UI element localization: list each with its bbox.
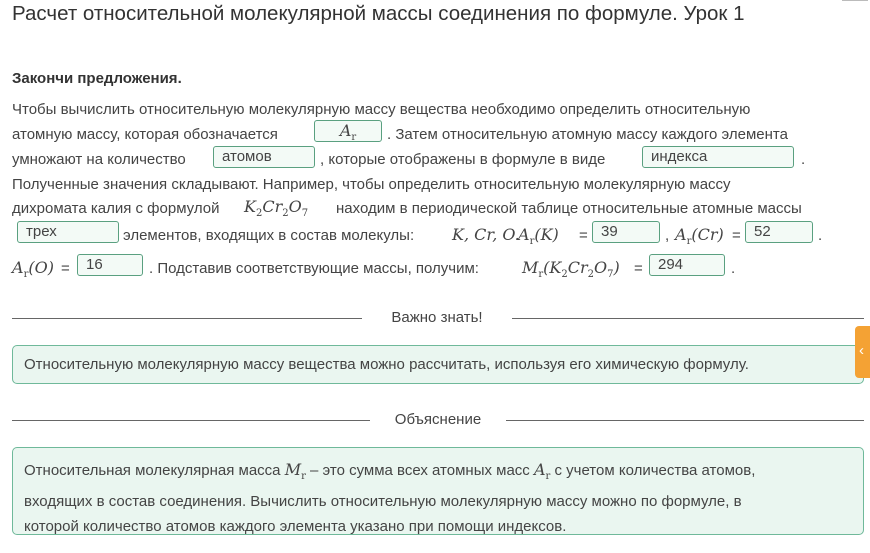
sentence-line: . Подставив соответствующие массы, получим: bbox=[149, 260, 479, 277]
sentence-line: Полученные значения складывают. Например, чтобы определить относительную молекулярную массу bbox=[12, 176, 731, 193]
formula-k2cr2o7: $K_2Cr_2O_7$ bbox=[244, 197, 309, 220]
elements-list: K, Cr, O. bbox=[452, 225, 520, 244]
blank-total-mass[interactable]: 294 bbox=[649, 254, 725, 276]
formula-ar-cr: $A_r(Cr)$ bbox=[675, 225, 724, 248]
equals-sign: = bbox=[61, 260, 70, 277]
important-text: Относительную молекулярную массу вещества можно рассчитать, используя его химическую формулу. bbox=[24, 356, 749, 373]
period: . bbox=[731, 260, 736, 277]
divider-right bbox=[512, 318, 864, 319]
blank-symbol[interactable] bbox=[314, 120, 382, 142]
explanation-card bbox=[12, 447, 864, 535]
sentence-line: атомную массу, которая обозначается bbox=[12, 126, 278, 143]
divider-left bbox=[12, 420, 370, 421]
sentence-line: умножают на количество bbox=[12, 151, 186, 168]
title-divider bbox=[842, 0, 868, 1]
explanation-text: Относительная молекулярная масса $M_r$ – это сумма всех атомных масс $A_r$ с учетом количества атомов, входящих в состав соединения. Вычислить относительную молекулярную массу можно по формуле, в которой количество атомов каждого элемента указано при помощи индексов. bbox=[24, 460, 756, 536]
divider-right bbox=[506, 420, 864, 421]
important-label: Важно знать! bbox=[391, 309, 483, 326]
formula-ar-symbol: $A_r$ bbox=[533, 460, 551, 483]
formula-ar-k: $A_r(K)$ bbox=[518, 225, 559, 248]
blank-symbol-value: $A_r$ bbox=[339, 121, 357, 144]
explanation-label: Объяснение bbox=[394, 411, 482, 428]
formula-mr: $M_r(K_2Cr_2O_7)$ bbox=[522, 258, 620, 281]
blank-index[interactable]: индекса bbox=[642, 146, 794, 168]
blank-three[interactable]: трех bbox=[17, 221, 119, 243]
sentence-line: . Затем относительную атомную массу каждого элемента bbox=[387, 126, 788, 143]
blank-k-mass[interactable]: 39 bbox=[592, 221, 660, 243]
blank-atoms[interactable]: атомов bbox=[213, 146, 315, 168]
sentence-line: , которые отображены в формуле в виде bbox=[320, 151, 606, 168]
formula-mr-symbol: $M_r$ bbox=[284, 460, 306, 483]
sentence-line: дихромата калия с формулой bbox=[12, 200, 220, 217]
blank-cr-mass[interactable]: 52 bbox=[745, 221, 813, 243]
important-card bbox=[12, 345, 864, 384]
equals-sign: = bbox=[579, 227, 588, 244]
blank-o-mass[interactable]: 16 bbox=[77, 254, 143, 276]
equals-sign: = bbox=[732, 227, 741, 244]
sentence-line: . bbox=[801, 151, 806, 168]
formula-ar-o: $A_r(O)$ bbox=[12, 258, 54, 281]
side-tab[interactable] bbox=[855, 326, 870, 378]
comma: , bbox=[665, 227, 670, 244]
page-title: Расчет относительной молекулярной массы соединения по формуле. Урок 1 bbox=[12, 2, 745, 25]
divider-left bbox=[12, 318, 362, 319]
chevron-left-icon: ‹ bbox=[859, 342, 864, 359]
period: . bbox=[818, 227, 823, 244]
sentence-line: находим в периодической таблице относительные атомные массы bbox=[336, 200, 802, 217]
equals-sign: = bbox=[634, 260, 643, 277]
sentence-line: элементов, входящих в состав молекулы: bbox=[123, 227, 415, 244]
sentence-line: Чтобы вычислить относительную молекулярную массу вещества необходимо определить относительную bbox=[12, 101, 751, 118]
task-heading: Закончи предложения. bbox=[12, 70, 182, 87]
